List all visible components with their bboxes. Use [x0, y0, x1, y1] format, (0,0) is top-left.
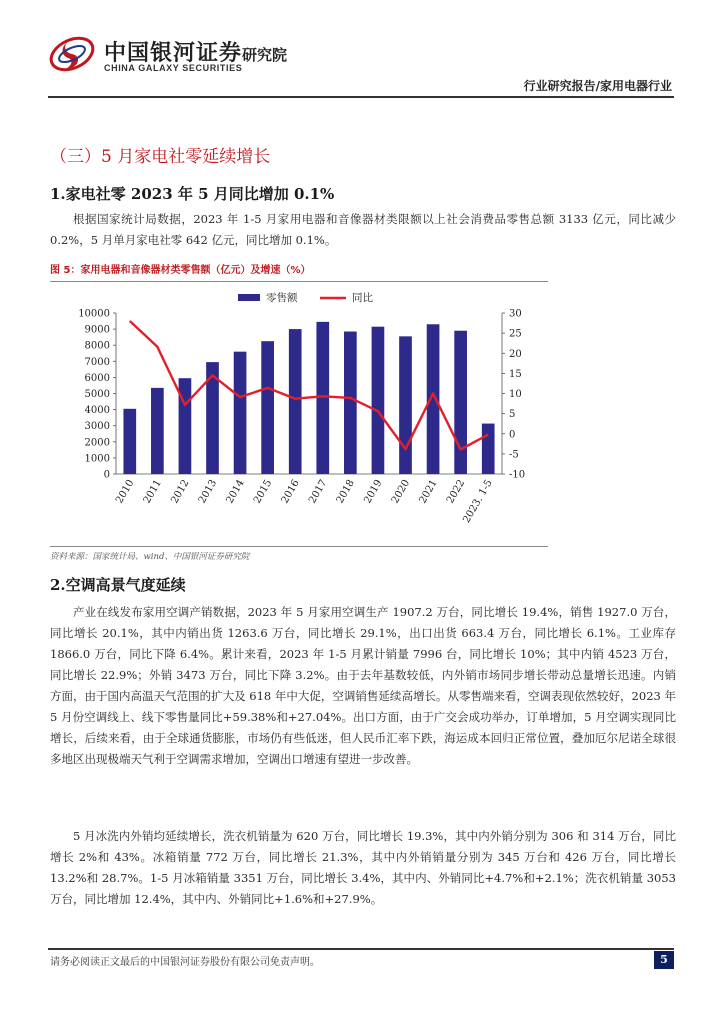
- bar-2020: [399, 336, 412, 474]
- right-tick-label: 20: [509, 348, 522, 360]
- right-tick-label: 25: [509, 328, 522, 340]
- x-tick-label: 2019: [362, 478, 385, 506]
- footer-divider: [48, 948, 674, 950]
- bar-2023. 1-5: [482, 424, 495, 474]
- brand-unit: 研究院: [242, 46, 288, 64]
- bar-2014: [234, 352, 247, 474]
- x-tick-label: 2022: [444, 478, 468, 506]
- left-tick-label: 1000: [84, 453, 110, 465]
- legend-label-line: 同比: [352, 292, 373, 304]
- brand-name-cn: 中国银河证券: [104, 41, 243, 66]
- legend-swatch-bar: [238, 294, 260, 301]
- bar-2017: [316, 322, 329, 474]
- x-tick-label: 2014: [224, 478, 247, 506]
- paragraph-appliance-retail: 根据国家统计局数据，2023 年 1-5 月家用电器和音像器材类限额以上社会消费品零售总额 3133 亿元，同比减少 0.2%，5 月单月家电社零 642 亿元，同比增加 0.1%。: [50, 212, 676, 247]
- legend-label-bar: 零售额: [266, 292, 298, 304]
- bar-2011: [151, 388, 164, 474]
- left-tick-label: 0: [103, 469, 110, 481]
- x-tick-label: 2021: [417, 478, 440, 506]
- x-tick-label: 2012: [169, 478, 192, 506]
- section-title: （三）5 月家电社零延续增长: [50, 147, 271, 167]
- retail-sales-chart: [50, 285, 550, 543]
- bar-2019: [372, 327, 385, 474]
- bar-2018: [344, 332, 357, 474]
- right-tick-label: 10: [509, 389, 522, 400]
- galaxy-logo-icon: [48, 30, 96, 78]
- x-tick-label: 2010: [114, 478, 137, 506]
- x-tick-label: 2016: [279, 478, 302, 506]
- left-tick-label: 9000: [84, 324, 110, 336]
- bar-2010: [123, 409, 136, 474]
- left-tick-label: 5000: [84, 389, 110, 400]
- figure-source: 资料来源：国家统计局、wind、中国银河证券研究院: [50, 552, 250, 562]
- figure-caption: 图 5：家用电器和音像器材类零售额（亿元）及增速（%）: [50, 265, 311, 276]
- header-divider: [48, 96, 674, 98]
- left-tick-label: 10000: [78, 308, 110, 320]
- subsection-title-2: 2.空调高景气度延续: [50, 576, 186, 594]
- bar-2015: [261, 341, 274, 474]
- left-tick-label: 3000: [84, 421, 110, 433]
- report-type: 行业研究报告/家用电器行业: [523, 79, 672, 93]
- figure-top-rule: [50, 281, 548, 282]
- page-number: 5: [654, 951, 674, 969]
- left-tick-label: 7000: [84, 356, 110, 368]
- bar-2016: [289, 329, 302, 474]
- x-tick-label: 2015: [251, 478, 275, 506]
- x-tick-label: 2013: [196, 478, 220, 506]
- right-tick-label: 5: [509, 409, 516, 421]
- x-tick-label: 2017: [307, 478, 330, 506]
- right-tick-label: 15: [509, 368, 522, 380]
- brand-name-en: CHINA GALAXY SECURITIES: [104, 63, 243, 73]
- left-tick-label: 8000: [84, 340, 110, 352]
- right-tick-label: 0: [509, 429, 516, 441]
- left-tick-label: 2000: [84, 437, 110, 449]
- subsection-title-1: 1.家电社零 2023 年 5 月同比增加 0.1%: [50, 185, 335, 203]
- bar-2012: [179, 378, 192, 474]
- bar-2021: [427, 324, 440, 474]
- x-tick-label: 2023. 1-5: [461, 478, 495, 526]
- right-tick-label: 30: [509, 308, 522, 320]
- x-tick-label: 2018: [334, 478, 357, 506]
- left-tick-label: 4000: [84, 405, 110, 417]
- left-tick-label: 6000: [84, 372, 110, 384]
- paragraph-fridge-washer: 5 月冰洗内外销均延续增长，洗衣机销量为 620 万台，同比增长 19.3%，其中内外销分别为 306 和 314 万台，同比增长 2%和 43%。冰箱销量 772 万台，同比增长 21.3%，其中内外销销量分别为 345 万台和 426 万台，同比增长 13.2%和 28.7%。1-5 月冰箱销量 3351 万台，同比增长 3.4%，其中内、外销同比+4.7%和+2.1%；洗衣机销量 3053 万台，同比增加 12.4%，其中内、外销同比+1.6%和+27.9%。: [50, 829, 676, 906]
- bar-2022: [454, 331, 467, 474]
- footer-disclaimer: 请务必阅读正文最后的中国银河证券股份有限公司免责声明。: [50, 957, 320, 968]
- figure-bottom-rule: [50, 546, 548, 547]
- right-tick-label: -10: [509, 469, 526, 481]
- x-tick-label: 2011: [141, 478, 164, 506]
- x-tick-label: 2020: [389, 478, 413, 506]
- paragraph-air-conditioner: 产业在线发布家用空调产销数据，2023 年 5 月家用空调生产 1907.2 万台，同比增长 19.4%，销售 1927.0 万台，同比增长 20.1%，其中内销出货 1263.6 万台，同比增长 29.1%，出口出货 663.4 万台，同比增长 6.1%。工业库存 1866.0 万台，同比下降 6.4%。累计来看，2023 年 1-5 月累计销量 7996 台，同比增长 10%；其中内销 4523 万台，同比增长 22.9%；外销 3473 万台，同比下降 3.2%。由于去年基数较低，内外销市场同步增长带动总量增长迅速。内销方面，由于国内高温天气范围的扩大及 618 年中大促，空调销售延续高增长。从零售端来看，空调表现依然较好，2023 年 5 月份空调线上、线下零售量同比+59.38%和+27.04%。出口方面，由于广交会成功举办，订单增加，5 月空调实现同比增长，后续来看，由于全球通货膨胀，市场仍有些低迷，但人民币汇率下跌，海运成本回归正常位置，叠加厄尔尼诺全球很多地区出现极端天气利于空调需求增加，空调出口增速有望进一步改善。: [50, 605, 676, 766]
- right-tick-label: -5: [509, 449, 519, 461]
